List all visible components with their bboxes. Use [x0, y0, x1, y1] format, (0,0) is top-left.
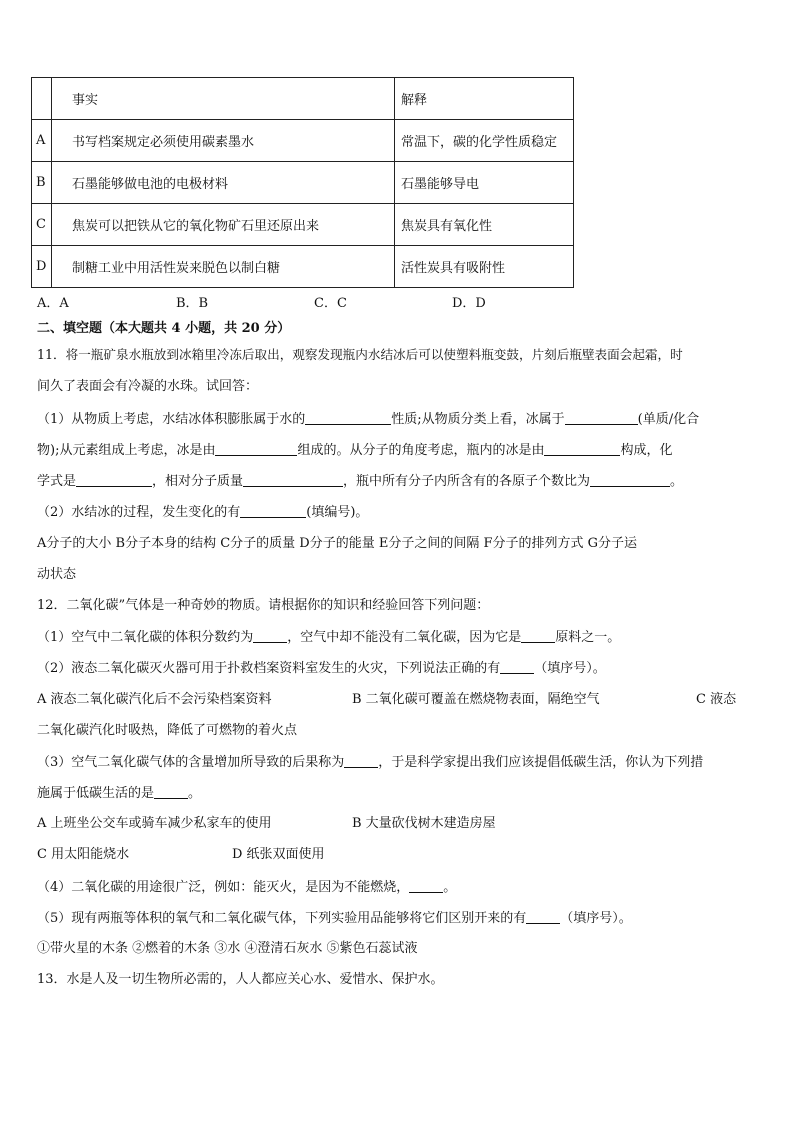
q12-part2-option-c: C 液态	[696, 692, 737, 707]
choice-b: B．B	[176, 296, 209, 311]
answer-blank[interactable]	[253, 629, 287, 643]
q12-part1-line	[37, 629, 620, 646]
table-row	[32, 162, 574, 204]
answer-blank[interactable]	[409, 879, 443, 893]
q12-part3-line	[37, 754, 703, 771]
row-key: A	[32, 120, 52, 162]
text-fragment: （填序号）。	[560, 911, 632, 926]
answer-blank[interactable]	[215, 442, 297, 456]
text-fragment: ，空气中却不能没有二氧化碳，因为它是	[287, 630, 522, 645]
text-fragment: （4）二氧化碳的用途很广泛，例如：能灭火，是因为不能燃烧，	[37, 880, 410, 895]
answer-blank[interactable]	[76, 473, 152, 487]
row-fact: 焦炭可以把铁从它的氧化物矿石里还原出来	[52, 204, 395, 246]
q12-part5-options: ①带火星的木条 ②燃着的木条 ③水 ④澄清石灰水 ⑤紫色石蕊试液	[37, 941, 418, 956]
table-row	[32, 204, 574, 246]
q12-part2-option-b: B 二氧化碳可覆盖在燃烧物表面，隔绝空气	[352, 692, 600, 707]
q12-part2-option-a: A 液态二氧化碳汽化后不会污染档案资料	[37, 692, 272, 707]
q11-options-cont: 动状态	[37, 567, 77, 582]
answer-blank[interactable]	[240, 504, 306, 518]
q12-part5-line	[37, 910, 632, 927]
row-fact: 石墨能够做电池的电极材料	[52, 162, 395, 204]
text-fragment: 。	[443, 880, 457, 895]
q11-part1-line	[37, 411, 699, 428]
q12-part3-option-a: A 上班坐公交车或骑车减少私家车的使用	[37, 816, 272, 831]
choice-c: C．C	[314, 296, 347, 311]
text-fragment: 构成，化	[620, 443, 673, 458]
q11-options: A分子的大小 B分子本身的结构 C分子的质量 D分子的能量 E分子之间的间隔 F分子的排列方式 G分子运	[37, 536, 638, 551]
q11-stem-line1: 11．将一瓶矿泉水瓶放到冰箱里冷冻后取出，观察发现瓶内水结冰后可以使塑料瓶变鼓，片刻后瓶壁表面会起霜，时	[37, 347, 683, 362]
row-explain: 石墨能够导电	[395, 162, 574, 204]
answer-blank[interactable]	[500, 660, 534, 674]
answer-blank[interactable]	[544, 442, 620, 456]
section-heading: 二、填空题（本大题共 4 小题，共 20 分）	[37, 321, 291, 336]
text-fragment: 原料之一。	[555, 630, 621, 645]
q13-stem: 13．水是人及一切生物所必需的，人人都应关心水、爱惜水、保护水。	[37, 972, 444, 987]
q12-part4-line	[37, 879, 456, 896]
q12-part2-line	[37, 660, 606, 677]
text-fragment: （2）水结冰的过程，发生变化的有	[37, 505, 241, 520]
text-fragment: 学式是	[37, 474, 77, 489]
row-key: D	[32, 246, 52, 288]
text-fragment: ，相对分子质量	[152, 474, 244, 489]
text-fragment: 性质;从物质分类上看，冰属于	[391, 412, 565, 427]
choice-d: D．D	[452, 296, 486, 311]
q12-part3-option-b: B 大量砍伐树木建造房屋	[352, 816, 496, 831]
answer-blank[interactable]	[305, 411, 391, 425]
text-fragment: （1）从物质上考虑，水结冰体积膨胀属于水的	[37, 412, 306, 427]
q11-part1-line3	[37, 473, 683, 490]
q12-stem: 12．二氧化碳”气体是一种奇妙的物质。请根据你的知识和经验回答下列问题：	[37, 598, 490, 613]
row-fact: 书写档案规定必须使用碳素墨水	[52, 120, 395, 162]
q12-part2-option-c-cont: 二氧化碳汽化时吸热，降低了可燃物的着火点	[37, 723, 298, 738]
row-key: C	[32, 204, 52, 246]
text-fragment: （填序号）。	[534, 661, 606, 676]
text-fragment: （5）现有两瓶等体积的氧气和二氧化碳气体，下列实验用品能够将它们区别开来的有	[37, 911, 527, 926]
answer-blank[interactable]	[590, 473, 670, 487]
text-fragment: 。	[188, 786, 202, 801]
table-header-row	[32, 78, 574, 120]
text-fragment: ，瓶中所有分子内所含有的各原子个数比为	[343, 474, 591, 489]
answer-blank[interactable]	[526, 910, 560, 924]
text-fragment: 施属于低碳生活的是	[37, 786, 155, 801]
text-fragment: （2）液态二氧化碳灭火器可用于扑救档案资料室发生的火灾，下列说法正确的有	[37, 661, 501, 676]
row-key: B	[32, 162, 52, 204]
row-fact: 制糖工业中用活性炭来脱色以制白糖	[52, 246, 395, 288]
answer-blank[interactable]	[154, 785, 188, 799]
row-explain: 焦炭具有氧化性	[395, 204, 574, 246]
facts-table	[31, 77, 574, 288]
row-explain: 活性炭具有吸附性	[395, 246, 574, 288]
answer-blank[interactable]	[344, 754, 378, 768]
table-header-key	[32, 78, 52, 120]
answer-blank[interactable]	[565, 411, 638, 425]
q11-part1-line2	[37, 442, 672, 459]
table-row	[32, 120, 574, 162]
table-header-fact: 事实	[52, 78, 395, 120]
q12-part3-line2	[37, 785, 201, 802]
row-explain: 常温下，碳的化学性质稳定	[395, 120, 574, 162]
answer-blank[interactable]	[521, 629, 555, 643]
table-header-explain: 解释	[395, 78, 574, 120]
text-fragment: （1）空气中二氧化碳的体积分数约为	[37, 630, 254, 645]
text-fragment: ，于是科学家提出我们应该提倡低碳生活，你认为下列措	[378, 755, 704, 770]
table-row	[32, 246, 574, 288]
q12-part3-option-c: C 用太阳能烧水	[37, 847, 130, 862]
q12-part3-option-d: D 纸张双面使用	[232, 847, 325, 862]
answer-blank[interactable]	[243, 473, 343, 487]
q11-part2-line	[37, 504, 368, 521]
choice-a: A．A	[37, 296, 69, 311]
text-fragment: (单质/化合	[637, 412, 700, 427]
q11-stem-line2: 间久了表面会有冷凝的水珠。试回答：	[37, 379, 259, 394]
text-fragment: (填编号)。	[306, 505, 369, 520]
text-fragment: （3）空气二氧化碳气体的含量增加所导致的后果称为	[37, 755, 345, 770]
text-fragment: 。	[670, 474, 684, 489]
text-fragment: 物);从元素组成上考虑，冰是由	[37, 443, 216, 458]
text-fragment: 组成的。从分子的角度考虑，瓶内的冰是由	[297, 443, 545, 458]
